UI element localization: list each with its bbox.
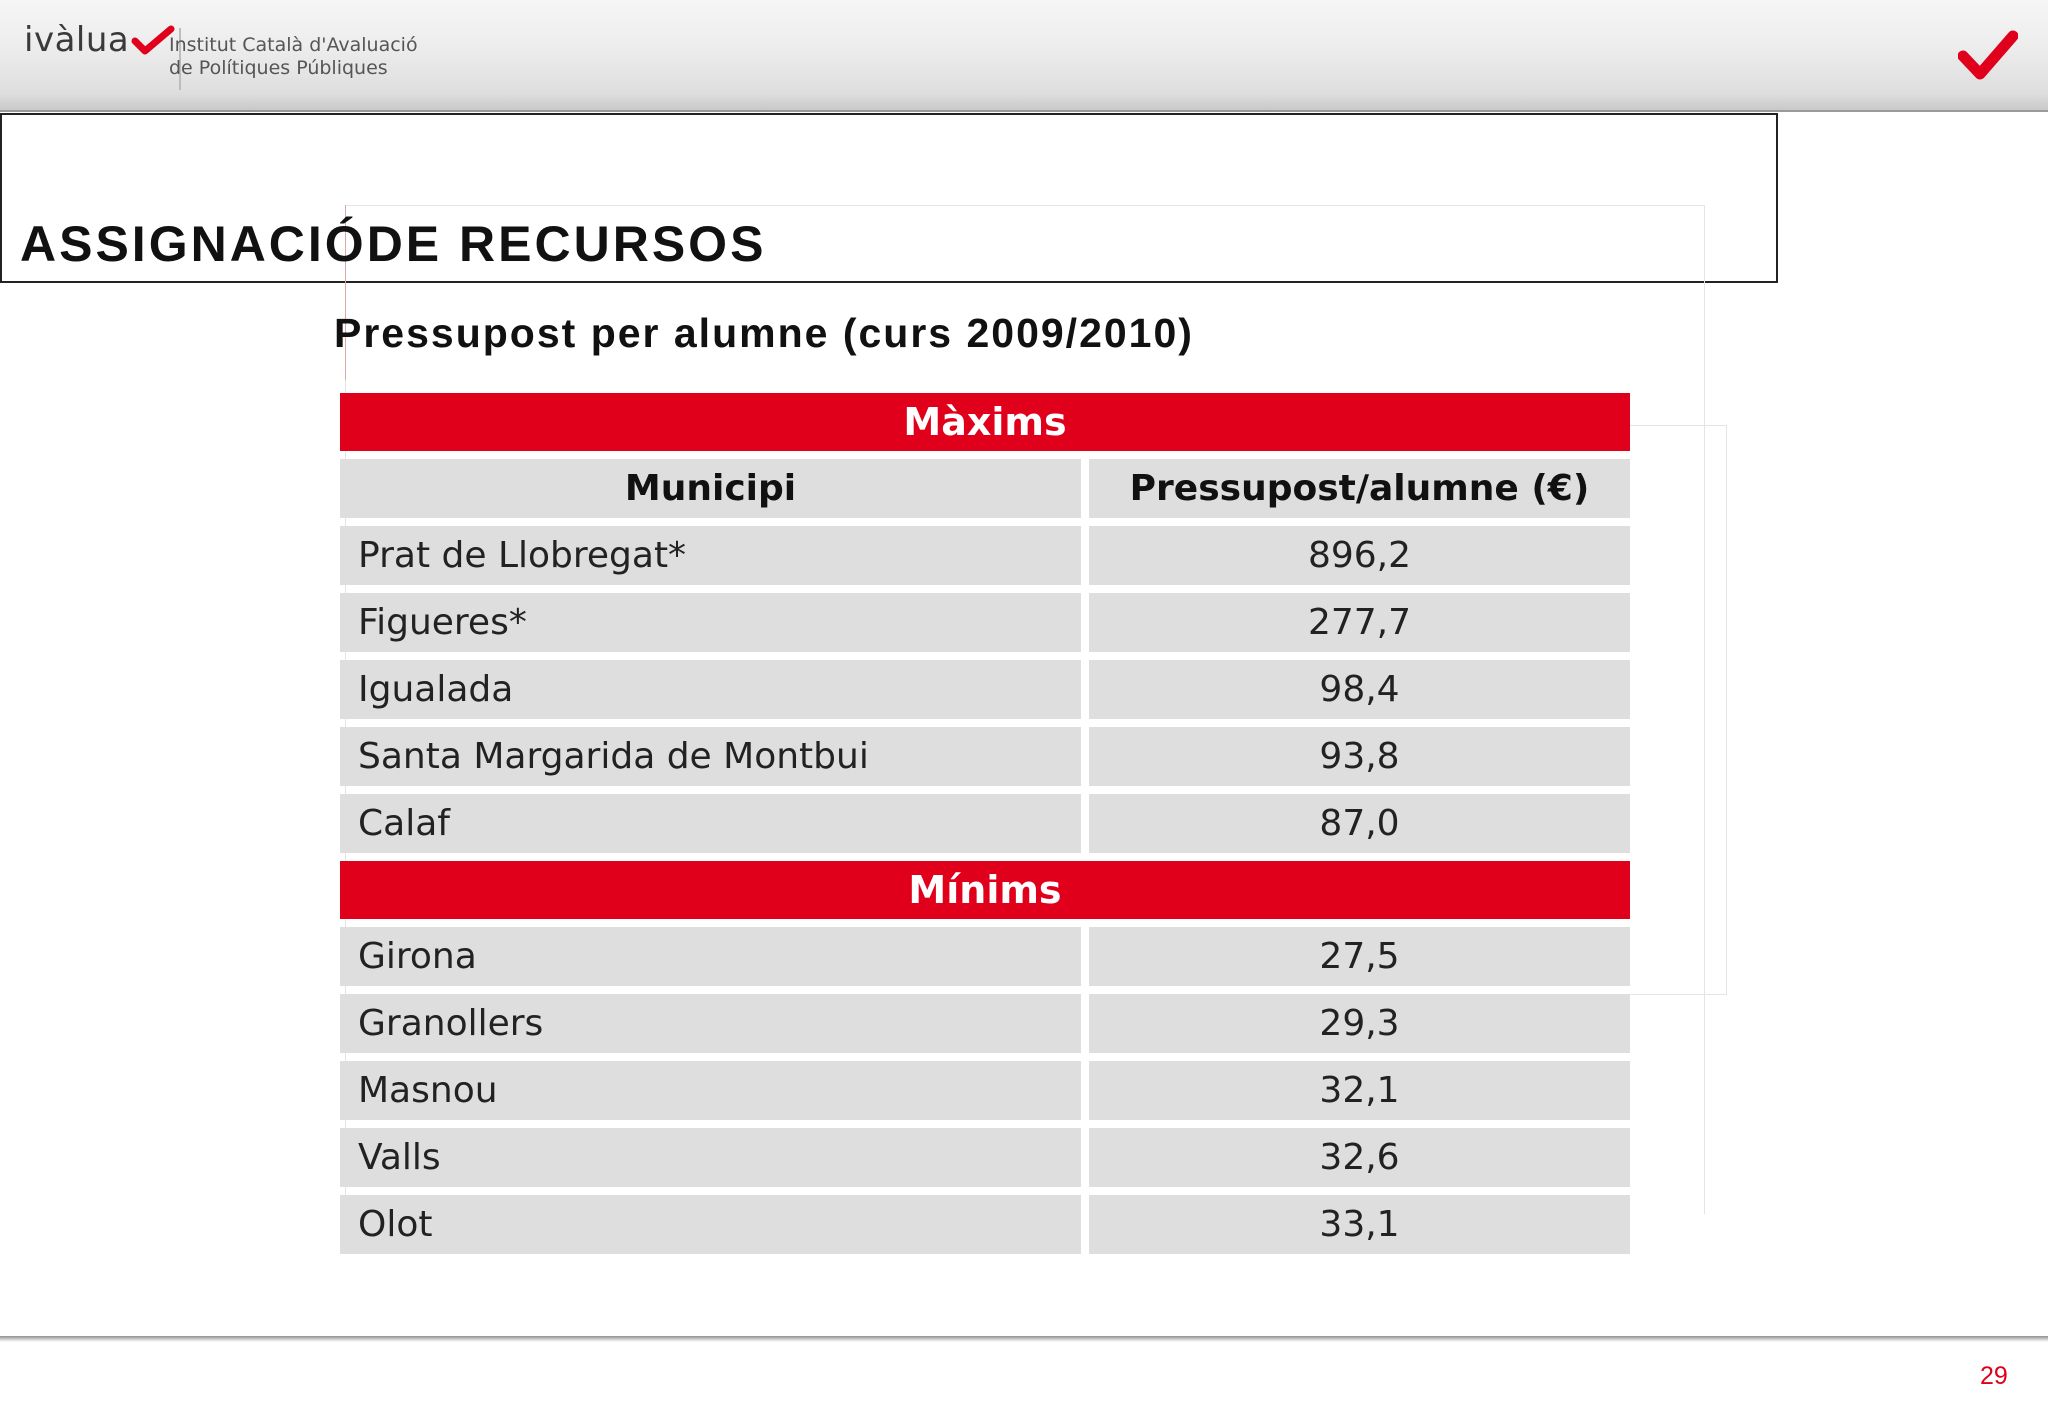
municipi-cell: Prat de Llobregat* bbox=[340, 526, 1081, 585]
table-row bbox=[340, 1195, 1630, 1262]
institute-line-1: Institut Català d'Avaluació bbox=[169, 34, 418, 56]
municipi-cell: Masnou bbox=[340, 1061, 1081, 1120]
background-frame-right bbox=[1630, 425, 1727, 995]
municipi-cell: Figueres* bbox=[340, 593, 1081, 652]
budget-cell: 27,5 bbox=[1089, 927, 1630, 986]
budget-cell: 98,4 bbox=[1089, 660, 1630, 719]
logo-institute-name bbox=[169, 34, 418, 80]
section-header-maxims: Màxims bbox=[340, 393, 1630, 451]
table-row bbox=[340, 1061, 1630, 1128]
table-row bbox=[340, 526, 1630, 593]
footer-divider bbox=[0, 1336, 2048, 1342]
corner-check-icon bbox=[1958, 30, 2018, 82]
budget-table bbox=[340, 393, 1630, 1262]
table-header-row bbox=[340, 459, 1630, 526]
budget-cell: 29,3 bbox=[1089, 994, 1630, 1053]
table-row bbox=[340, 927, 1630, 994]
table-row bbox=[340, 727, 1630, 794]
section-header-minims: Mínims bbox=[340, 861, 1630, 919]
table-row bbox=[340, 794, 1630, 861]
budget-cell: 32,1 bbox=[1089, 1061, 1630, 1120]
table-row bbox=[340, 593, 1630, 660]
municipi-cell: Calaf bbox=[340, 794, 1081, 853]
budget-cell: 87,0 bbox=[1089, 794, 1630, 853]
logo-wordmark: ivàlua bbox=[24, 20, 130, 60]
municipi-cell: Santa Margarida de Montbui bbox=[340, 727, 1081, 786]
table-row bbox=[340, 660, 1630, 727]
table-caption: Pressupost per alumne (curs 2009/2010) bbox=[334, 310, 1194, 356]
institute-line-2: de Polítiques Públiques bbox=[169, 57, 388, 79]
budget-cell: 896,2 bbox=[1089, 526, 1630, 585]
budget-cell: 32,6 bbox=[1089, 1128, 1630, 1187]
municipi-cell: Girona bbox=[340, 927, 1081, 986]
budget-cell: 277,7 bbox=[1089, 593, 1630, 652]
column-header-budget: Pressupost/alumne (€) bbox=[1089, 459, 1630, 518]
page-number: 29 bbox=[1980, 1362, 2008, 1390]
municipi-cell: Granollers bbox=[340, 994, 1081, 1053]
budget-cell: 33,1 bbox=[1089, 1195, 1630, 1254]
table-row bbox=[340, 994, 1630, 1061]
page-title: ASSIGNACIÓDE RECURSOS bbox=[20, 216, 767, 272]
municipi-cell: Valls bbox=[340, 1128, 1081, 1187]
municipi-cell: Olot bbox=[340, 1195, 1081, 1254]
municipi-cell: Igualada bbox=[340, 660, 1081, 719]
column-header-municipi: Municipi bbox=[340, 459, 1081, 518]
table-row bbox=[340, 1128, 1630, 1195]
slide-header bbox=[0, 0, 2048, 112]
budget-cell: 93,8 bbox=[1089, 727, 1630, 786]
